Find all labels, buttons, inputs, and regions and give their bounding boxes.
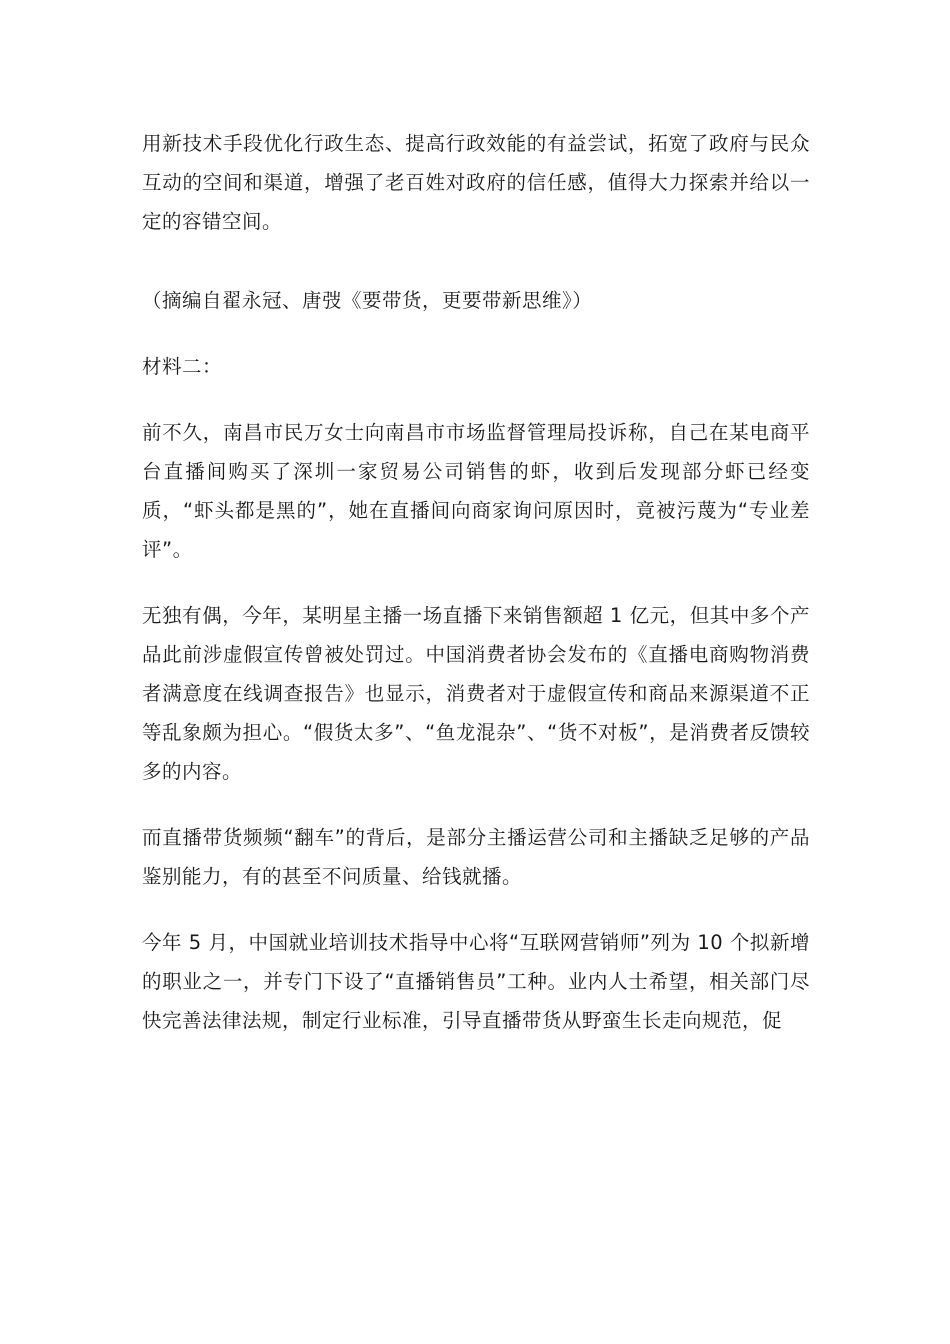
paragraph-new-occupation: 今年 5 月，中国就业培训技术指导中心将“互联网营销师”列为 10 个拟新增的职业之一，并专门下设了“直播销售员”工种。业内人士希望，相关部门尽快完善法律法规，制定行业标准，引导直播带货从野蛮生长走向规范，促 [142, 931, 810, 1032]
paragraph-material-one-conclusion: 用新技术手段优化行政生态、提高行政效能的有益尝试，拓宽了政府与民众互动的空间和渠道，增强了老百姓对政府的信任感，值得大力探索并给以一定的容错空间。 [142, 132, 810, 233]
section-heading-material-two: 材料二： [142, 355, 223, 378]
document-body [142, 124, 810, 1040]
paragraph-false-advertising: 无独有偶，今年，某明星主播一场直播下来销售额超 1 亿元，但其中多个产品此前涉虚假宣传曾被处罚过。中国消费者协会发布的《直播电商购物消费者满意度在线调查报告》也显示，消费者对于虚假宣传和商品来源渠道不正等乱象颇为担心。“假货太多”、“鱼龙混杂”、“货不对板”，是消费者反馈较多的内容。 [142, 604, 810, 783]
source-citation: （摘编自翟永冠、唐弢《要带货，更要带新思维》） [142, 289, 593, 312]
paragraph-shrimp-complaint: 前不久，南昌市民万女士向南昌市市场监督管理局投诉称，自己在某电商平台直播间购买了深圳一家贸易公司销售的虾，收到后发现部分虾已经变质，“虾头都是黑的”，她在直播间向商家询问原因时，竟被污蔑为“专业差评”。 [142, 421, 810, 561]
paragraph-behind-failures: 而直播带货频频“翻车”的背后，是部分主播运营公司和主播缺乏足够的产品鉴别能力，有的甚至不问质量、给钱就播。 [142, 826, 810, 888]
